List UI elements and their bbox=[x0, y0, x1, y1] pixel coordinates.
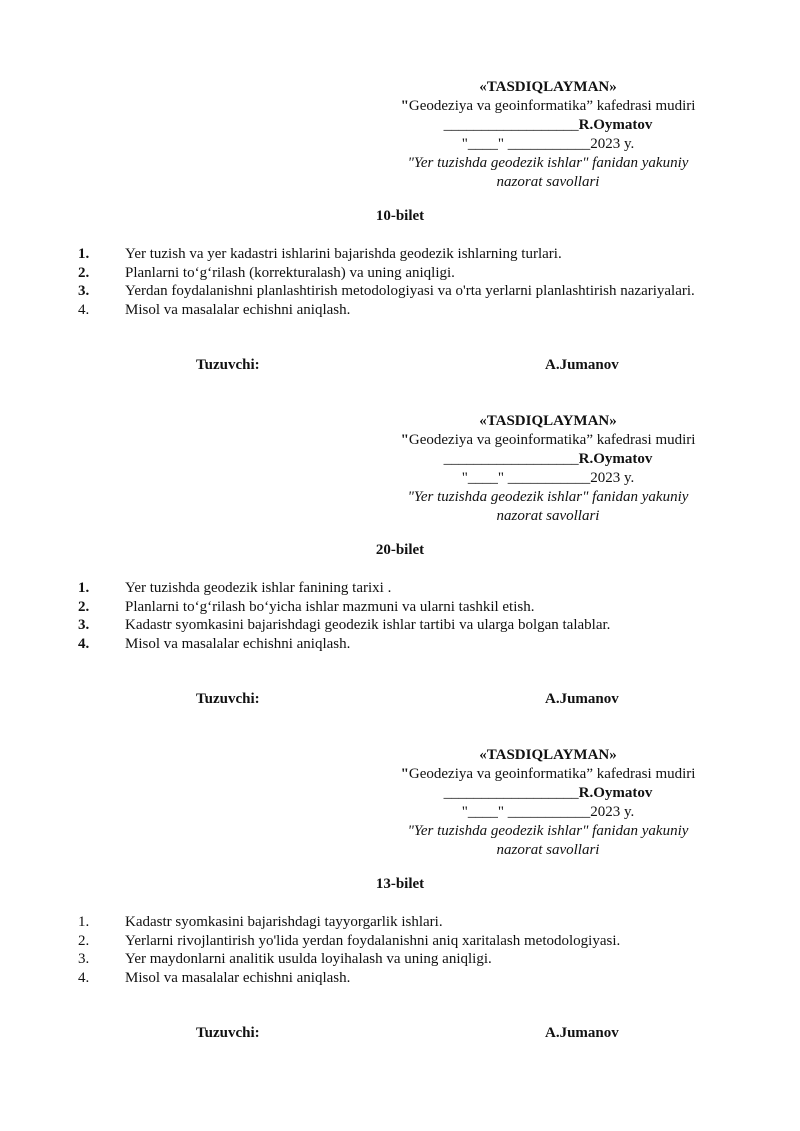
compiler-label: Tuzuvchi: bbox=[196, 1025, 260, 1041]
question-text: Yerdan foydalanishni planlashtirish metodologiyasi va o'rta yerlarni planlashtirish nazariyalari. bbox=[125, 283, 695, 300]
question-text: Misol va masalalar echishni aniqlash. bbox=[125, 301, 351, 318]
question-number: 3. bbox=[78, 283, 90, 300]
question-text: Kadastr syomkasini bajarishdagi tayyorgarlik ishlari. bbox=[125, 914, 443, 930]
date-line: "____" ___________2023 y. bbox=[461, 804, 635, 820]
department-line bbox=[368, 431, 728, 450]
compiler-name: A.Jumanov bbox=[545, 1025, 619, 1041]
question-text: Misol va masalalar echishni aniqlash. bbox=[125, 969, 351, 986]
subject-line-2: nazorat savollari bbox=[496, 174, 600, 190]
question-number: 2. bbox=[78, 264, 90, 281]
approval-block bbox=[368, 412, 728, 526]
question-number: 4. bbox=[78, 635, 90, 652]
question-number: 1. bbox=[78, 246, 90, 262]
question-text: Kadastr syomkasini bajarishdagi geodezik ishlar tartibi va ularga bolgan talablar. bbox=[125, 617, 611, 634]
ticket-10 bbox=[0, 70, 800, 400]
department-text: Geodeziya va geoinformatika” kafedrasi mudiri bbox=[408, 98, 696, 114]
question-number: 2. bbox=[78, 932, 90, 949]
question-text: Planlarni to‘g‘rilash (korrekturalash) va uning aniqligi. bbox=[125, 264, 455, 281]
department-text: Geodeziya va geoinformatika” kafedrasi mudiri bbox=[408, 432, 696, 448]
date-line: "____" ___________2023 y. bbox=[461, 136, 635, 152]
open-quote: " bbox=[400, 98, 409, 114]
question-number: 1. bbox=[78, 580, 90, 596]
question-number: 3. bbox=[78, 951, 90, 968]
sign-blank: __________________ bbox=[443, 785, 579, 801]
compiler-label: Tuzuvchi: bbox=[196, 691, 260, 707]
compiler-label: Tuzuvchi: bbox=[196, 357, 260, 373]
ticket-title: 10-bilet bbox=[375, 208, 425, 224]
head-name: R.Oymatov bbox=[578, 785, 653, 801]
question-text: Misol va masalalar echishni aniqlash. bbox=[125, 635, 351, 652]
question-number: 3. bbox=[78, 617, 90, 634]
approval-heading: «TASDIQLAYMAN» bbox=[479, 747, 617, 763]
question-text: Yer tuzishda geodezik ishlar fanining tarixi . bbox=[125, 580, 392, 596]
sign-blank: __________________ bbox=[443, 451, 579, 467]
approval-block bbox=[368, 78, 728, 192]
ticket-title: 20-bilet bbox=[375, 542, 425, 558]
question-text: Yer tuzish va yer kadastri ishlarini bajarishda geodezik ishlarning turlari. bbox=[125, 246, 562, 262]
open-quote: " bbox=[400, 432, 409, 448]
head-name: R.Oymatov bbox=[578, 117, 653, 133]
question-number: 2. bbox=[78, 598, 90, 615]
ticket-20 bbox=[0, 404, 800, 734]
signature-line bbox=[368, 116, 728, 135]
compiler-name: A.Jumanov bbox=[545, 357, 619, 373]
ticket-13 bbox=[0, 738, 800, 1068]
subject-line: "Yer tuzishda geodezik ishlar" fanidan yakuniy bbox=[407, 155, 689, 171]
approval-heading: «TASDIQLAYMAN» bbox=[479, 79, 617, 95]
question-number: 4. bbox=[78, 969, 90, 986]
department-line bbox=[368, 765, 728, 784]
subject-line: "Yer tuzishda geodezik ishlar" fanidan yakuniy bbox=[407, 489, 689, 505]
question-text: Yerlarni rivojlantirish yo'lida yerdan foydalanishni aniq xaritalash metodologiyasi. bbox=[125, 932, 621, 949]
open-quote: " bbox=[400, 766, 409, 782]
question-text: Yer maydonlarni analitik usulda loyihalash va uning aniqligi. bbox=[125, 951, 492, 968]
signature-line bbox=[368, 450, 728, 469]
subject-line: "Yer tuzishda geodezik ishlar" fanidan yakuniy bbox=[407, 823, 689, 839]
question-number: 4. bbox=[78, 301, 90, 318]
compiler-name: A.Jumanov bbox=[545, 691, 619, 707]
question-number: 1. bbox=[78, 914, 90, 930]
sign-blank: __________________ bbox=[443, 117, 579, 133]
department-line bbox=[368, 97, 728, 116]
subject-line-2: nazorat savollari bbox=[496, 508, 600, 524]
signature-line bbox=[368, 784, 728, 803]
date-line: "____" ___________2023 y. bbox=[461, 470, 635, 486]
department-text: Geodeziya va geoinformatika” kafedrasi mudiri bbox=[408, 766, 696, 782]
head-name: R.Oymatov bbox=[578, 451, 653, 467]
approval-block bbox=[368, 746, 728, 860]
approval-heading: «TASDIQLAYMAN» bbox=[479, 413, 617, 429]
subject-line-2: nazorat savollari bbox=[496, 842, 600, 858]
ticket-title: 13-bilet bbox=[375, 876, 425, 892]
question-text: Planlarni to‘g‘rilash bo‘yicha ishlar mazmuni va ularni tashkil etish. bbox=[125, 598, 535, 615]
